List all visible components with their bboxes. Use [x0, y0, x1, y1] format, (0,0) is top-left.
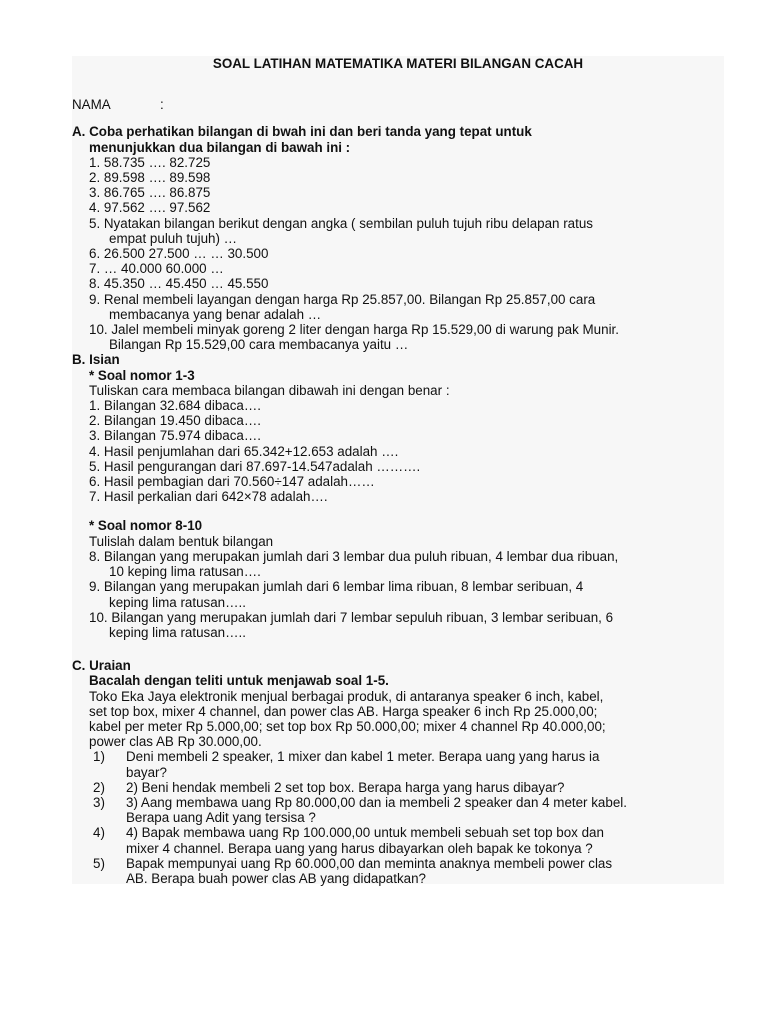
section-b-item-8-text: 8. Bilangan yang merupakan jumlah dari 3 lembar dua puluh ribuan, 4 lembar dua ribuan, — [89, 548, 619, 564]
question-text — [126, 825, 724, 855]
question-number: 1) — [93, 749, 105, 765]
question-3-line-2: Berapa uang Adit yang tersisa ? — [126, 810, 316, 826]
section-b-group-1-intro: Tuliskan cara membaca bilangan dibawah ini dengan benar : — [89, 382, 450, 398]
question-5-line-2: AB. Berapa buah power clas AB yang didapatkan? — [126, 870, 427, 886]
section-a-item-1 — [72, 155, 724, 170]
section-a-item-9 — [72, 292, 724, 322]
section-c-story — [72, 689, 724, 750]
section-b-item-3: 3. Bilangan 75.974 dibaca…. — [89, 428, 261, 444]
section-c-story-line-2: set top box, mixer 4 channel, dan power clas AB. Harga speaker 6 inch Rp 25.000,00; — [89, 703, 598, 719]
section-a-item-9-text: 9. Renal membeli layangan dengan harga Rp 25.857,00. Bilangan Rp 25.857,00 cara — [89, 291, 596, 307]
question-1-line-1: Deni membeli 2 speaker, 1 mixer dan kabel 1 meter. Berapa uang yang harus ia — [126, 749, 600, 765]
section-b-item-10-text-cont: keping lima ratusan….. — [109, 624, 246, 640]
question-text — [126, 795, 724, 825]
nama-colon: : — [160, 97, 164, 113]
section-b-item-8-text-cont: 10 keping lima ratusan…. — [109, 564, 261, 580]
section-a-item-8-text: 8. 45.350 … 45.450 … 45.550 — [89, 276, 269, 292]
section-a-item-8 — [72, 276, 724, 291]
question-text — [126, 856, 724, 886]
section-b — [72, 352, 724, 640]
section-a-item-5-text: 5. Nyatakan bilangan berikut dengan angka ( sembilan puluh tujuh ribu delapan ratus — [89, 215, 593, 231]
section-c-question-5 — [89, 856, 724, 886]
section-b-item-9-text: 9. Bilangan yang merupakan jumlah dari 6 lembar lima ribuan, 8 lembar seribuan, 4 — [89, 579, 584, 595]
section-a-item-10-text-cont: Bilangan Rp 15.529,00 cara membacanya yaitu … — [109, 337, 409, 353]
section-a-item-7 — [72, 261, 724, 276]
question-3-line-1: 3) Aang membawa uang Rp 80.000,00 dan ia membeli 2 speaker dan 4 meter kabel. — [126, 794, 627, 810]
question-4-line-1: 4) Bapak membawa uang Rp 100.000,00 untuk membeli sebuah set top box dan — [126, 825, 604, 841]
nama-label: NAMA — [72, 97, 111, 113]
section-a-item-6-text: 6. 26.500 27.500 … … 30.500 — [89, 246, 269, 262]
section-c-question-4 — [89, 825, 724, 855]
section-b-item-10 — [72, 610, 724, 640]
section-a-item-2-text: 2. 89.598 …. 89.598 — [89, 170, 211, 186]
section-c-questions — [72, 749, 724, 886]
nama-field — [72, 97, 724, 112]
section-a-item-5 — [72, 216, 724, 246]
section-a-item-3 — [72, 185, 724, 200]
section-b-group-2-intro: Tulislah dalam bentuk bilangan — [89, 533, 274, 549]
section-a-heading-2: menunjukkan dua bilangan di bawah ini : — [89, 139, 351, 155]
section-c-question-2 — [89, 780, 724, 795]
section-b-group-1-title: * Soal nomor 1-3 — [89, 367, 195, 383]
section-c-story-line-3: kabel per meter Rp 5.000,00; set top box Rp 50.000,00; mixer 4 channel Rp 40.000,00; — [89, 718, 606, 734]
section-c-heading: C. Uraian — [72, 658, 131, 674]
section-b-group-2-title: * Soal nomor 8-10 — [89, 518, 203, 534]
section-c-subheading: Bacalah dengan teliti untuk menjawab soal 1-5. — [89, 673, 389, 689]
question-5-line-1: Bapak mempunyai uang Rp 60.000,00 dan meminta anaknya membeli power clas — [126, 855, 613, 871]
section-a-item-1-text: 1. 58.735 …. 82.725 — [89, 154, 211, 170]
question-text — [126, 780, 724, 795]
question-number: 4) — [93, 825, 105, 841]
question-2-line-1: 2) Beni hendak membeli 2 set top box. Berapa harga yang harus dibayar? — [126, 779, 565, 795]
section-a-heading-1: A. Coba perhatikan bilangan di bwah ini dan beri tanda yang tepat untuk — [72, 124, 532, 140]
section-a-item-4 — [72, 200, 724, 215]
section-c-question-3 — [89, 795, 724, 825]
section-b-item-2: 2. Bilangan 19.450 dibaca…. — [89, 413, 261, 429]
section-a-item-3-text: 3. 86.765 …. 86.875 — [89, 185, 211, 201]
section-b-item-7: 7. Hasil perkalian dari 642×78 adalah…. — [89, 489, 328, 505]
section-a-item-2 — [72, 170, 724, 185]
section-a-item-7-text: 7. … 40.000 60.000 … — [89, 261, 224, 277]
question-number: 3) — [93, 794, 105, 810]
section-b-item-9-text-cont: keping lima ratusan….. — [109, 594, 246, 610]
section-b-item-6: 6. Hasil pembagian dari 70.560÷147 adalah…… — [89, 474, 375, 490]
section-b-item-1: 1. Bilangan 32.684 dibaca…. — [89, 398, 261, 414]
document-title: SOAL LATIHAN MATEMATIKA MATERI BILANGAN CACAH — [212, 56, 584, 71]
section-b-item-5: 5. Hasil pengurangan dari 87.697-14.547adalah ………. — [89, 458, 421, 474]
section-b-item-9 — [72, 579, 724, 609]
section-c-story-line-1: Toko Eka Jaya elektronik menjual berbagai produk, di antaranya speaker 6 inch, kabel, — [89, 688, 604, 704]
section-a-item-10-text: 10. Jalel membeli minyak goreng 2 liter dengan harga Rp 15.529,00 di warung pak Munir. — [89, 322, 619, 338]
question-text — [126, 749, 724, 779]
section-b-item-8 — [72, 549, 724, 579]
question-number: 2) — [93, 779, 105, 795]
section-a-item-9-text-cont: membacanya yang benar adalah … — [109, 306, 322, 322]
section-c — [72, 658, 724, 886]
question-number: 5) — [93, 855, 105, 871]
section-a-item-10 — [72, 322, 724, 352]
section-b-heading: B. Isian — [72, 352, 120, 368]
section-a — [72, 124, 724, 352]
question-1-line-2: bayar? — [126, 764, 167, 780]
section-a-item-4-text: 4. 97.562 …. 97.562 — [89, 200, 211, 216]
question-4-line-2: mixer 4 channel. Berapa uang yang harus dibayarkan oleh bapak ke tokonya ? — [126, 840, 593, 856]
section-a-item-5-text-cont: empat puluh tujuh) … — [109, 230, 238, 246]
document-content — [72, 56, 724, 886]
section-b-item-10-text: 10. Bilangan yang merupakan jumlah dari 7 lembar sepuluh ribuan, 3 lembar seribuan, 6 — [89, 609, 614, 625]
section-b-item-4: 4. Hasil penjumlahan dari 65.342+12.653 adalah …. — [89, 443, 399, 459]
section-c-question-1 — [89, 749, 724, 779]
section-a-item-6 — [72, 246, 724, 261]
section-c-story-line-4: power clas AB Rp 30.000,00. — [89, 734, 262, 750]
